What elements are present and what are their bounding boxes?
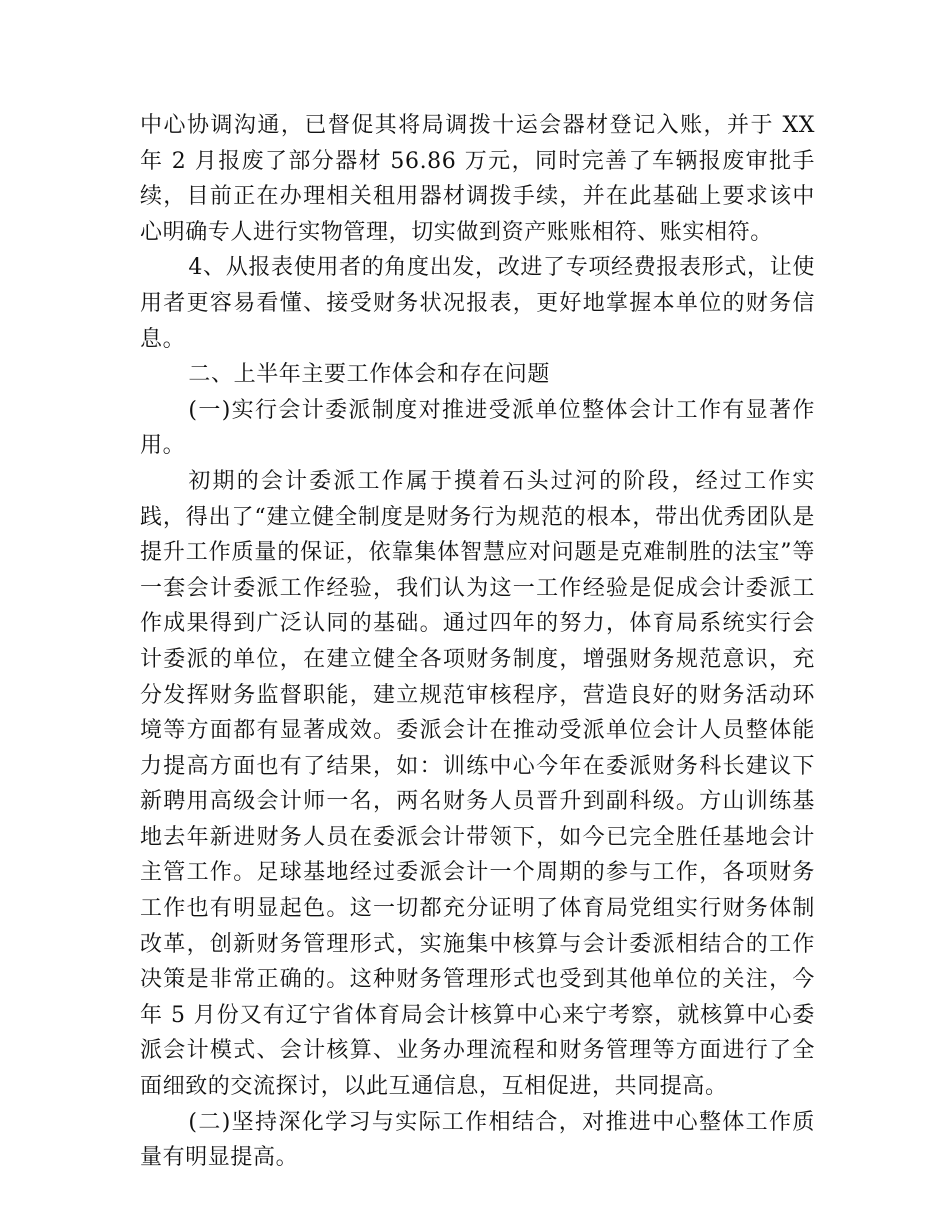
paragraph-asset-management: 中心协调沟通，已督促其将局调拨十运会器材登记入账，并于 XX 年 2 月报废了部分器材 56.86 万元，同时完善了车辆报废审批手续，目前正在办理相关租用器材调拨手续，并在此基础上要求该中心明确专人进行实物管理，切实做到资产账账相符、账实相符。: [140, 113, 815, 245]
subheading-1: (一)实行会计委派制度对推进受派单位整体会计工作有显著作用。: [140, 397, 815, 459]
section-heading-2: 二、上半年主要工作体会和存在问题: [188, 362, 550, 388]
document-body: [140, 108, 815, 1176]
paragraph-experience: 初期的会计委派工作属于摸着石头过河的阶段，经过工作实践，得出了“建立健全制度是财务行为规范的根本，带出优秀团队是提升工作质量的保证，依靠集体智慧应对问题是克难制胜的法宝”等一套会计委派工作经验，我们认为这一工作经验是促成会计委派工作成果得到广泛认同的基础。通过四年的努力，体育局系统实行会计委派的单位，在建立健全各项财务制度，增强财务规范意识，充分发挥财务监督职能，建立规范审核程序，营造良好的财务活动环境等方面都有显著成效。委派会计在推动受派单位会计人员整体能力提高方面也有了结果，如：训练中心今年在委派财务科长建议下新聘用高级会计师一名，两名财务人员晋升到副科级。方山训练基地去年新进财务人员在委派会计带领下，如今已完全胜任基地会计主管工作。足球基地经过委派会计一个周期的参与工作，各项财务工作也有明显起色。这一切都充分证明了体育局党组实行财务体制改革，创新财务管理形式，实施集中核算与会计委派相结合的工作决策是非常正确的。这种财务管理形式也受到其他单位的关注，今年 5 月份又有辽宁省体育局会计核算中心来宁考察，就核算中心委派会计模式、会计核算、业务办理流程和财务管理等方面进行了全面细致的交流探讨，以此互通信息，互相促进，共同提高。: [140, 468, 815, 1100]
subheading-2: (二)坚持深化学习与实际工作相结合，对推进中心整体工作质量有明显提高。: [140, 1109, 815, 1171]
paragraph-report-format: 4、从报表使用者的角度出发，改进了专项经费报表形式，让使用者更容易看懂、接受财务状况报表，更好地掌握本单位的财务信息。: [140, 255, 815, 352]
